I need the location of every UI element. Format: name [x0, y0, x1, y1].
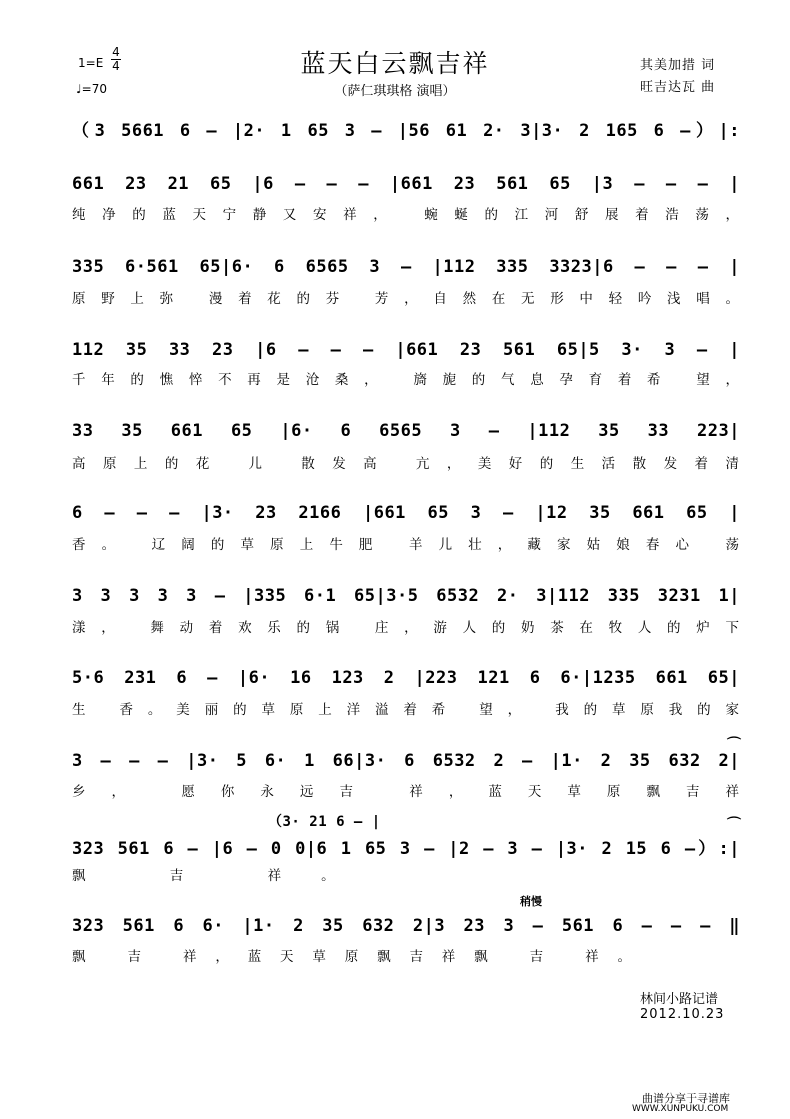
lyric-line-4: 千年的憔悴不再是沧桑， 旖旎的气息孕育着希 望， — [72, 372, 740, 388]
tempo-marking: ♩=70 — [76, 82, 107, 96]
lyricist-credit: 其美加措 词 — [640, 58, 716, 73]
lyric-line-6: 香。 辽阔的草原上牛肥 羊儿壮，藏家姑娘春心 荡 — [72, 537, 740, 553]
lyric-line-3: 原野上弥 漫着花的芬 芳，自然在无形中轻吟浅唱。 — [72, 291, 740, 307]
lyric-line-10: 飘 吉 祥。 — [72, 868, 375, 884]
tempo-change-mark: 稍慢 — [520, 895, 542, 908]
fermata-icon: ⌒ — [727, 737, 741, 753]
song-title: 蓝天白云飘吉祥 — [300, 49, 490, 78]
notation-line-6: 6 – – – |3· 23 2166 |661 65 3 – |12 35 661 65 | — [72, 503, 740, 523]
notation-line-7: 3 3 3 3 3 – |335 6·1 65|3·5 6532 2· 3|112 335 3231 1| — [72, 586, 740, 606]
fermata-icon: ⌒ — [727, 817, 741, 833]
lyric-line-11: 飘 吉 祥，蓝天草原飘吉祥飘 吉 祥。 — [72, 949, 632, 965]
notation-line-2: 661 23 21 65 |6 – – – |661 23 561 65 |3 – – – | — [72, 174, 740, 194]
notation-line-9: 3 – – – |3· 5 6· 1 66|3· 6 6532 2 – |1· 2 35 632 2| — [72, 751, 740, 771]
interlude-notation: （3· 21 6 – | — [268, 814, 381, 830]
performer-note: （萨仁琪琪格 演唱） — [334, 84, 456, 99]
time-numerator: 4 — [112, 45, 120, 59]
notation-line-4: 112 35 33 23 |6 – – – |661 23 561 65|5 3· 3 – | — [72, 340, 740, 360]
site-url[interactable]: WWW.XUNPUKU.COM — [632, 1104, 729, 1114]
lyric-line-8: 生 香。美丽的草原上洋溢着希 望， 我的草原我的家 — [72, 702, 740, 718]
lyric-line-7: 漾， 舞动着欢乐的锅 庄，游人的奶茶在牧人的炉下 — [72, 620, 740, 636]
notation-line-3: 335 6·561 65|6· 6 6565 3 – |112 335 3323|6 – – – | — [72, 257, 740, 277]
site-name: 曲谱分享于寻谱库 — [642, 1092, 730, 1105]
transcriber-credit: 林间小路记谱 — [640, 992, 719, 1007]
notation-line-5: 33 35 661 65 |6· 6 6565 3 – |112 35 33 223| — [72, 421, 740, 441]
lyric-line-9: 乡， 愿你永远吉 祥，蓝天草原飘吉祥 — [72, 784, 740, 800]
notation-line-10: 323 561 6 – |6 – 0 0|6 1 65 3 – |2 – 3 – |3· 2 15 6 –）:| — [72, 839, 740, 859]
composer-credit: 旺吉达瓦 曲 — [640, 80, 716, 95]
time-signature — [111, 46, 121, 73]
notation-line-11: 323 561 6 6· |1· 2 35 632 2|3 23 3 – 561 6 – – – ‖ — [72, 916, 740, 936]
notation-line-8: 5·6 231 6 – |6· 16 123 2 |223 121 6 6·|1235 661 65| — [72, 668, 740, 688]
lyric-line-2: 纯净的蓝天宁静又安祥， 蜿蜒的江河舒展着浩荡， — [72, 207, 740, 223]
key-signature: 1=E — [78, 56, 104, 70]
transcription-date: 2012.10.23 — [640, 1007, 725, 1022]
lyric-line-5: 高原上的花 儿 散发高 亢，美好的生活散发着清 — [72, 456, 740, 472]
notation-line-1: （3 5661 6 – |2· 1 65 3 – |56 61 2· 3|3· 2 165 6 –）|: — [72, 121, 740, 141]
time-denominator: 4 — [112, 59, 120, 73]
